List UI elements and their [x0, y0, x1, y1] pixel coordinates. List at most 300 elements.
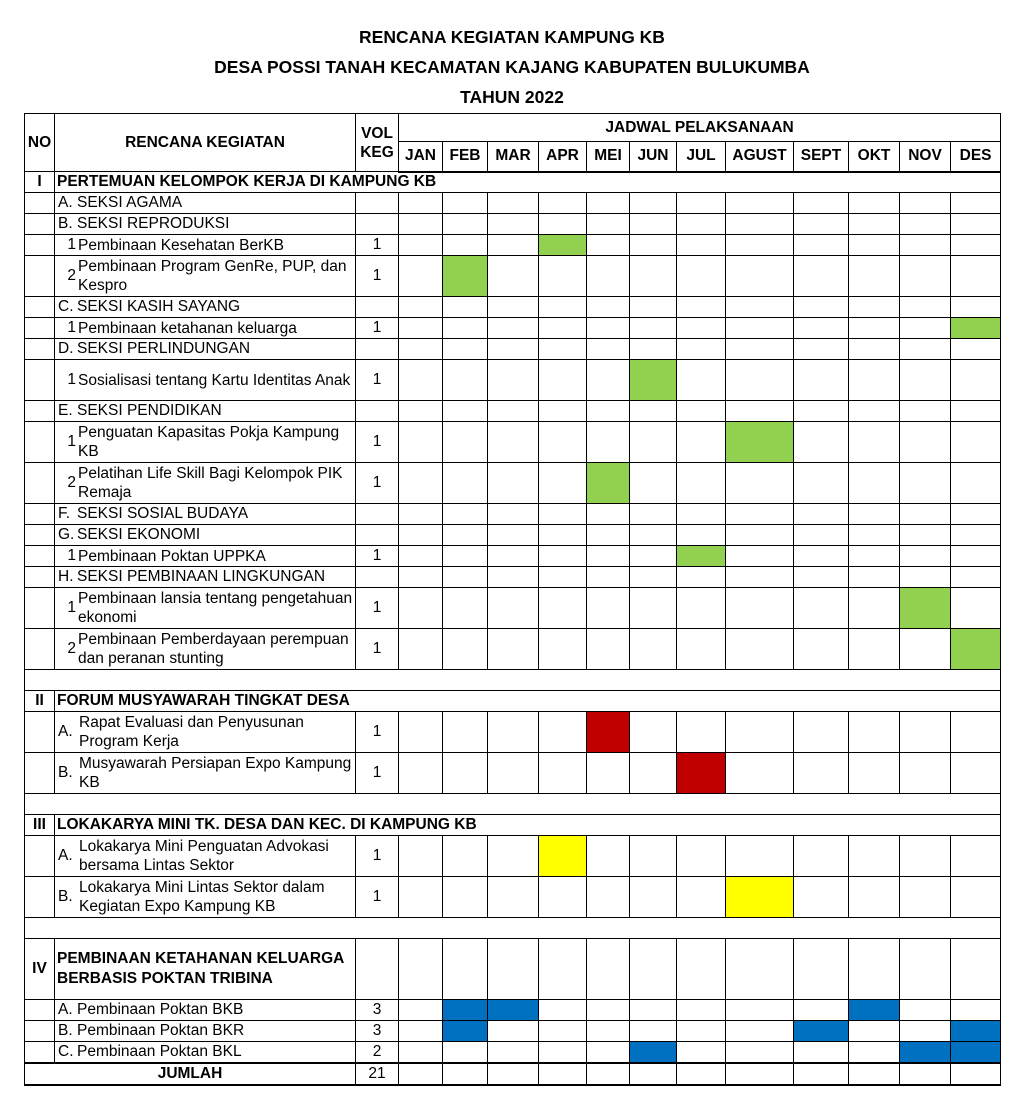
schedule-cell: [677, 877, 726, 918]
activity-row: [25, 1000, 1001, 1021]
schedule-cell: [849, 1021, 900, 1042]
subsection-letter: C.: [58, 298, 74, 315]
schedule-cell: [539, 546, 587, 567]
schedule-cell: [951, 235, 1001, 256]
subsection-row: [25, 339, 1001, 360]
subsection-letter: G.: [58, 526, 75, 543]
item-label: Lokakarya Mini Lintas Sektor dalam Kegiatan Expo Kampung KB: [79, 879, 325, 915]
schedule-cell: [677, 712, 726, 753]
schedule-cell: [587, 753, 630, 794]
item-label: Rapat Evaluasi dan Penyusunan Program Kerja: [79, 714, 304, 750]
subsection-row: [25, 214, 1001, 235]
schedule-cell: [794, 318, 849, 339]
schedule-cell: [630, 1021, 677, 1042]
activity-row: [25, 463, 1001, 504]
month-header: DES: [951, 142, 1001, 172]
item-letter: A.: [58, 847, 73, 864]
schedule-cell: [443, 588, 488, 629]
schedule-cell: [488, 318, 539, 339]
schedule-cell: [488, 1021, 539, 1042]
section-title: FORUM MUSYAWARAH TINGKAT DESA: [55, 691, 1001, 712]
schedule-cell: [539, 753, 587, 794]
schedule-cell: [794, 629, 849, 670]
schedule-cell: [726, 629, 794, 670]
schedule-cell: [443, 753, 488, 794]
schedule-cell: [794, 360, 849, 401]
scheduled-month-cell: [587, 712, 630, 753]
schedule-cell: [849, 753, 900, 794]
subsection-label: SEKSI PERLINDUNGAN: [77, 340, 251, 357]
schedule-cell: [794, 753, 849, 794]
schedule-cell: [900, 318, 951, 339]
schedule-cell: [849, 836, 900, 877]
item-volume: 1: [356, 235, 399, 256]
schedule-cell: [849, 1042, 900, 1063]
schedule-cell: [587, 588, 630, 629]
schedule-cell: [900, 712, 951, 753]
item-label: Pembinaan Poktan BKL: [77, 1042, 242, 1060]
schedule-cell: [539, 1021, 587, 1042]
schedule-cell: [539, 588, 587, 629]
schedule-cell: [630, 836, 677, 877]
subsection-label: SEKSI KASIH SAYANG: [77, 298, 241, 315]
item-label: Pembinaan ketahanan keluarga: [78, 319, 297, 337]
item-number: 1: [67, 371, 76, 388]
header-keg: KEG: [360, 143, 394, 161]
schedule-cell: [539, 318, 587, 339]
schedule-cell: [951, 712, 1001, 753]
schedule-cell: [677, 1042, 726, 1063]
subsection-letter: F.: [58, 505, 71, 522]
schedule-cell: [488, 753, 539, 794]
item-label: Pembinaan Poktan BKR: [77, 1022, 245, 1039]
schedule-cell: [488, 712, 539, 753]
schedule-cell: [443, 712, 488, 753]
schedule-cell: [849, 588, 900, 629]
activity-row: [25, 1042, 1001, 1063]
schedule-cell: [630, 877, 677, 918]
activity-row: [25, 712, 1001, 753]
schedule-cell: [630, 318, 677, 339]
header-vol-keg: [356, 114, 399, 172]
schedule-cell: [630, 235, 677, 256]
section-row: [25, 815, 1001, 836]
section-row: [25, 939, 1001, 1000]
schedule-cell: [794, 712, 849, 753]
schedule-cell: [488, 360, 539, 401]
schedule-cell: [900, 753, 951, 794]
item-number: 2: [67, 640, 76, 657]
schedule-cell: [726, 836, 794, 877]
item-label: Pembinaan Poktan UPPKA: [78, 547, 266, 565]
item-letter: A.: [58, 1001, 73, 1018]
month-header: JUL: [677, 142, 726, 172]
item-number: 1: [67, 236, 76, 253]
item-volume: 1: [356, 588, 399, 629]
schedule-cell: [399, 235, 443, 256]
schedule-cell: [849, 318, 900, 339]
section-title: LOKAKARYA MINI TK. DESA DAN KEC. DI KAMPUNG KB: [55, 815, 1001, 836]
schedule-cell: [900, 463, 951, 504]
schedule-cell: [677, 629, 726, 670]
schedule-cell: [488, 235, 539, 256]
schedule-cell: [399, 712, 443, 753]
total-label: JUMLAH: [25, 1063, 356, 1085]
schedule-cell: [951, 463, 1001, 504]
item-letter: A.: [58, 723, 73, 740]
item-label: Pembinaan Poktan BKB: [77, 1001, 244, 1018]
schedule-cell: [794, 256, 849, 297]
schedule-cell: [587, 629, 630, 670]
section-title: PERTEMUAN KELOMPOK KERJA DI KAMPUNG KB: [55, 172, 1001, 193]
header-vol: VOL: [361, 124, 393, 142]
subsection-label: SEKSI PENDIDIKAN: [77, 402, 222, 419]
scheduled-month-cell: [794, 1021, 849, 1042]
schedule-cell: [399, 1000, 443, 1021]
subsection-row: [25, 567, 1001, 588]
schedule-cell: [726, 235, 794, 256]
scheduled-month-cell: [677, 753, 726, 794]
month-header: FEB: [443, 142, 488, 172]
scheduled-month-cell: [539, 836, 587, 877]
schedule-cell: [726, 463, 794, 504]
scheduled-month-cell: [677, 546, 726, 567]
schedule-cell: [677, 422, 726, 463]
schedule-cell: [630, 712, 677, 753]
subsection-letter: D.: [58, 340, 74, 357]
schedule-cell: [726, 360, 794, 401]
scheduled-month-cell: [900, 1042, 951, 1063]
schedule-cell: [488, 588, 539, 629]
scheduled-month-cell: [630, 1042, 677, 1063]
item-label: Sosialisasi tentang Kartu Identitas Anak: [78, 371, 351, 389]
title-line-3: TAHUN 2022: [460, 87, 564, 107]
schedule-cell: [587, 318, 630, 339]
schedule-cell: [726, 256, 794, 297]
header-jadwal: JADWAL PELAKSANAAN: [399, 114, 1001, 142]
item-volume: 2: [356, 1042, 399, 1063]
schedule-cell: [951, 422, 1001, 463]
item-volume: 1: [356, 753, 399, 794]
subsection-label: SEKSI PEMBINAAN LINGKUNGAN: [77, 568, 326, 585]
subsection-row: [25, 504, 1001, 525]
scheduled-month-cell: [900, 588, 951, 629]
schedule-cell: [677, 588, 726, 629]
schedule-cell: [443, 463, 488, 504]
schedule-cell: [399, 877, 443, 918]
schedule-cell: [630, 588, 677, 629]
spacer-row: [25, 918, 1001, 939]
schedule-cell: [726, 588, 794, 629]
schedule-cell: [794, 235, 849, 256]
schedule-cell: [488, 877, 539, 918]
schedule-cell: [587, 546, 630, 567]
schedule-cell: [399, 256, 443, 297]
item-label: Penguatan Kapasitas Pokja Kampung KB: [78, 424, 340, 460]
schedule-cell: [951, 1000, 1001, 1021]
schedule-cell: [399, 836, 443, 877]
schedule-cell: [726, 753, 794, 794]
schedule-cell: [900, 422, 951, 463]
schedule-cell: [587, 1000, 630, 1021]
schedule-cell: [539, 1042, 587, 1063]
schedule-cell: [677, 235, 726, 256]
activity-row: [25, 877, 1001, 918]
activity-row: [25, 422, 1001, 463]
schedule-cell: [794, 1000, 849, 1021]
schedule-cell: [726, 318, 794, 339]
activity-row: [25, 235, 1001, 256]
subsection-label: SEKSI EKONOMI: [77, 526, 201, 543]
activity-row: [25, 629, 1001, 670]
month-header: OKT: [849, 142, 900, 172]
schedule-cell: [399, 753, 443, 794]
schedule-cell: [587, 422, 630, 463]
schedule-cell: [539, 877, 587, 918]
schedule-cell: [443, 360, 488, 401]
schedule-cell: [539, 422, 587, 463]
schedule-cell: [677, 256, 726, 297]
item-letter: B.: [58, 764, 73, 781]
schedule-cell: [951, 877, 1001, 918]
schedule-cell: [900, 235, 951, 256]
month-header: AGUST: [726, 142, 794, 172]
activity-row: [25, 546, 1001, 567]
schedule-cell: [794, 877, 849, 918]
subsection-label: SEKSI SOSIAL BUDAYA: [77, 505, 249, 522]
item-volume: 1: [356, 877, 399, 918]
schedule-cell: [630, 1000, 677, 1021]
schedule-cell: [399, 360, 443, 401]
document-title-block: [0, 22, 1024, 112]
item-volume: 1: [356, 629, 399, 670]
schedule-cell: [630, 422, 677, 463]
schedule-cell: [726, 712, 794, 753]
schedule-cell: [587, 1021, 630, 1042]
schedule-cell: [726, 1021, 794, 1042]
month-header: JUN: [630, 142, 677, 172]
item-volume: 1: [356, 256, 399, 297]
scheduled-month-cell: [587, 463, 630, 504]
schedule-cell: [587, 877, 630, 918]
scheduled-month-cell: [726, 877, 794, 918]
schedule-cell: [443, 629, 488, 670]
schedule-cell: [794, 463, 849, 504]
activity-row: [25, 1021, 1001, 1042]
schedule-cell: [900, 360, 951, 401]
schedule-cell: [443, 1042, 488, 1063]
schedule-cell: [488, 463, 539, 504]
scheduled-month-cell: [488, 1000, 539, 1021]
schedule-cell: [488, 836, 539, 877]
scheduled-month-cell: [951, 1042, 1001, 1063]
activity-row: [25, 588, 1001, 629]
schedule-cell: [794, 1042, 849, 1063]
scheduled-month-cell: [951, 629, 1001, 670]
section-row: [25, 172, 1001, 193]
schedule-cell: [587, 235, 630, 256]
subsection-row: [25, 297, 1001, 318]
schedule-cell: [900, 1000, 951, 1021]
item-volume: 1: [356, 360, 399, 401]
scheduled-month-cell: [849, 1000, 900, 1021]
item-letter: C.: [58, 1042, 74, 1060]
total-row: [25, 1063, 1001, 1085]
subsection-row: [25, 525, 1001, 546]
schedule-cell: [399, 1042, 443, 1063]
section-row: [25, 691, 1001, 712]
schedule-cell: [630, 256, 677, 297]
item-label: Musyawarah Persiapan Expo Kampung KB: [79, 755, 352, 791]
schedule-cell: [849, 235, 900, 256]
item-volume: 1: [356, 318, 399, 339]
schedule-cell: [951, 836, 1001, 877]
schedule-cell: [488, 546, 539, 567]
item-volume: 1: [356, 463, 399, 504]
schedule-cell: [587, 1042, 630, 1063]
item-number: 1: [67, 319, 76, 336]
schedule-cell: [951, 546, 1001, 567]
subsection-label: SEKSI AGAMA: [77, 194, 183, 211]
activity-row: [25, 318, 1001, 339]
schedule-cell: [849, 422, 900, 463]
scheduled-month-cell: [443, 1021, 488, 1042]
month-header: NOV: [900, 142, 951, 172]
subsection-letter: H.: [58, 568, 74, 585]
item-volume: 1: [356, 422, 399, 463]
month-header: MEI: [587, 142, 630, 172]
schedule-cell: [951, 588, 1001, 629]
schedule-cell: [399, 422, 443, 463]
schedule-cell: [677, 318, 726, 339]
activity-row: [25, 836, 1001, 877]
item-volume: 3: [356, 1021, 399, 1042]
month-header: JAN: [399, 142, 443, 172]
section-number: IV: [25, 939, 55, 1000]
item-number: 1: [67, 547, 76, 564]
item-volume: 1: [356, 712, 399, 753]
schedule-cell: [399, 1021, 443, 1042]
schedule-cell: [399, 318, 443, 339]
schedule-cell: [443, 877, 488, 918]
subsection-letter: E.: [58, 402, 73, 419]
schedule-cell: [951, 256, 1001, 297]
spacer-row: [25, 670, 1001, 691]
schedule-cell: [849, 712, 900, 753]
schedule-cell: [726, 546, 794, 567]
item-label: Lokakarya Mini Penguatan Advokasi bersama Lintas Sektor: [79, 838, 329, 874]
item-volume: 1: [356, 836, 399, 877]
schedule-cell: [900, 1021, 951, 1042]
schedule-cell: [951, 360, 1001, 401]
month-header: MAR: [488, 142, 539, 172]
schedule-cell: [443, 235, 488, 256]
schedule-cell: [399, 546, 443, 567]
schedule-table: [24, 113, 1001, 1086]
schedule-cell: [587, 360, 630, 401]
activity-row: [25, 753, 1001, 794]
schedule-cell: [849, 463, 900, 504]
schedule-cell: [849, 256, 900, 297]
item-volume: 1: [356, 546, 399, 567]
item-number: 2: [67, 267, 76, 284]
schedule-cell: [794, 836, 849, 877]
schedule-cell: [587, 256, 630, 297]
schedule-cell: [849, 360, 900, 401]
schedule-cell: [677, 1000, 726, 1021]
schedule-cell: [677, 463, 726, 504]
item-label: Pelatihan Life Skill Bagi Kelompok PIK Remaja: [78, 465, 343, 501]
month-header: SEPT: [794, 142, 849, 172]
activity-row: [25, 256, 1001, 297]
schedule-cell: [443, 836, 488, 877]
schedule-cell: [539, 629, 587, 670]
item-number: 1: [67, 599, 76, 616]
schedule-cell: [900, 836, 951, 877]
schedule-cell: [399, 588, 443, 629]
section-number: III: [25, 815, 55, 836]
schedule-cell: [849, 546, 900, 567]
scheduled-month-cell: [539, 235, 587, 256]
schedule-cell: [726, 1000, 794, 1021]
section-number: I: [25, 172, 55, 193]
item-number: 1: [67, 433, 76, 450]
schedule-cell: [443, 546, 488, 567]
header-rencana-kegiatan: RENCANA KEGIATAN: [55, 114, 356, 172]
schedule-cell: [951, 753, 1001, 794]
schedule-cell: [488, 256, 539, 297]
section-title: PEMBINAAN KETAHANAN KELUARGA BERBASIS POKTAN TRIBINA: [55, 939, 356, 1000]
schedule-cell: [849, 877, 900, 918]
scheduled-month-cell: [630, 360, 677, 401]
schedule-cell: [677, 360, 726, 401]
schedule-cell: [587, 836, 630, 877]
schedule-cell: [399, 463, 443, 504]
schedule-cell: [539, 1000, 587, 1021]
activity-row: [25, 360, 1001, 401]
subsection-row: [25, 401, 1001, 422]
subsection-letter: B.: [58, 215, 73, 232]
schedule-cell: [677, 1021, 726, 1042]
schedule-cell: [630, 546, 677, 567]
item-label: Pembinaan Pemberdayaan perempuan dan peranan stunting: [78, 631, 349, 667]
schedule-cell: [539, 360, 587, 401]
schedule-cell: [399, 629, 443, 670]
schedule-cell: [443, 318, 488, 339]
schedule-cell: [630, 463, 677, 504]
scheduled-month-cell: [951, 1021, 1001, 1042]
schedule-cell: [539, 463, 587, 504]
title-line-2: DESA POSSI TANAH KECAMATAN KAJANG KABUPATEN BULUKUMBA: [214, 57, 810, 77]
schedule-cell: [488, 629, 539, 670]
schedule-cell: [900, 877, 951, 918]
item-label: Pembinaan Kesehatan BerKB: [78, 236, 284, 254]
scheduled-month-cell: [443, 256, 488, 297]
month-header: APR: [539, 142, 587, 172]
schedule-cell: [539, 256, 587, 297]
spacer-row: [25, 794, 1001, 815]
schedule-cell: [794, 546, 849, 567]
item-number: 2: [67, 474, 76, 491]
item-volume: 3: [356, 1000, 399, 1021]
subsection-label: SEKSI REPRODUKSI: [77, 215, 230, 232]
schedule-cell: [630, 753, 677, 794]
subsection-row: [25, 193, 1001, 214]
schedule-cell: [630, 629, 677, 670]
item-label: Pembinaan Program GenRe, PUP, dan Kespro: [78, 258, 347, 294]
scheduled-month-cell: [726, 422, 794, 463]
schedule-cell: [539, 712, 587, 753]
